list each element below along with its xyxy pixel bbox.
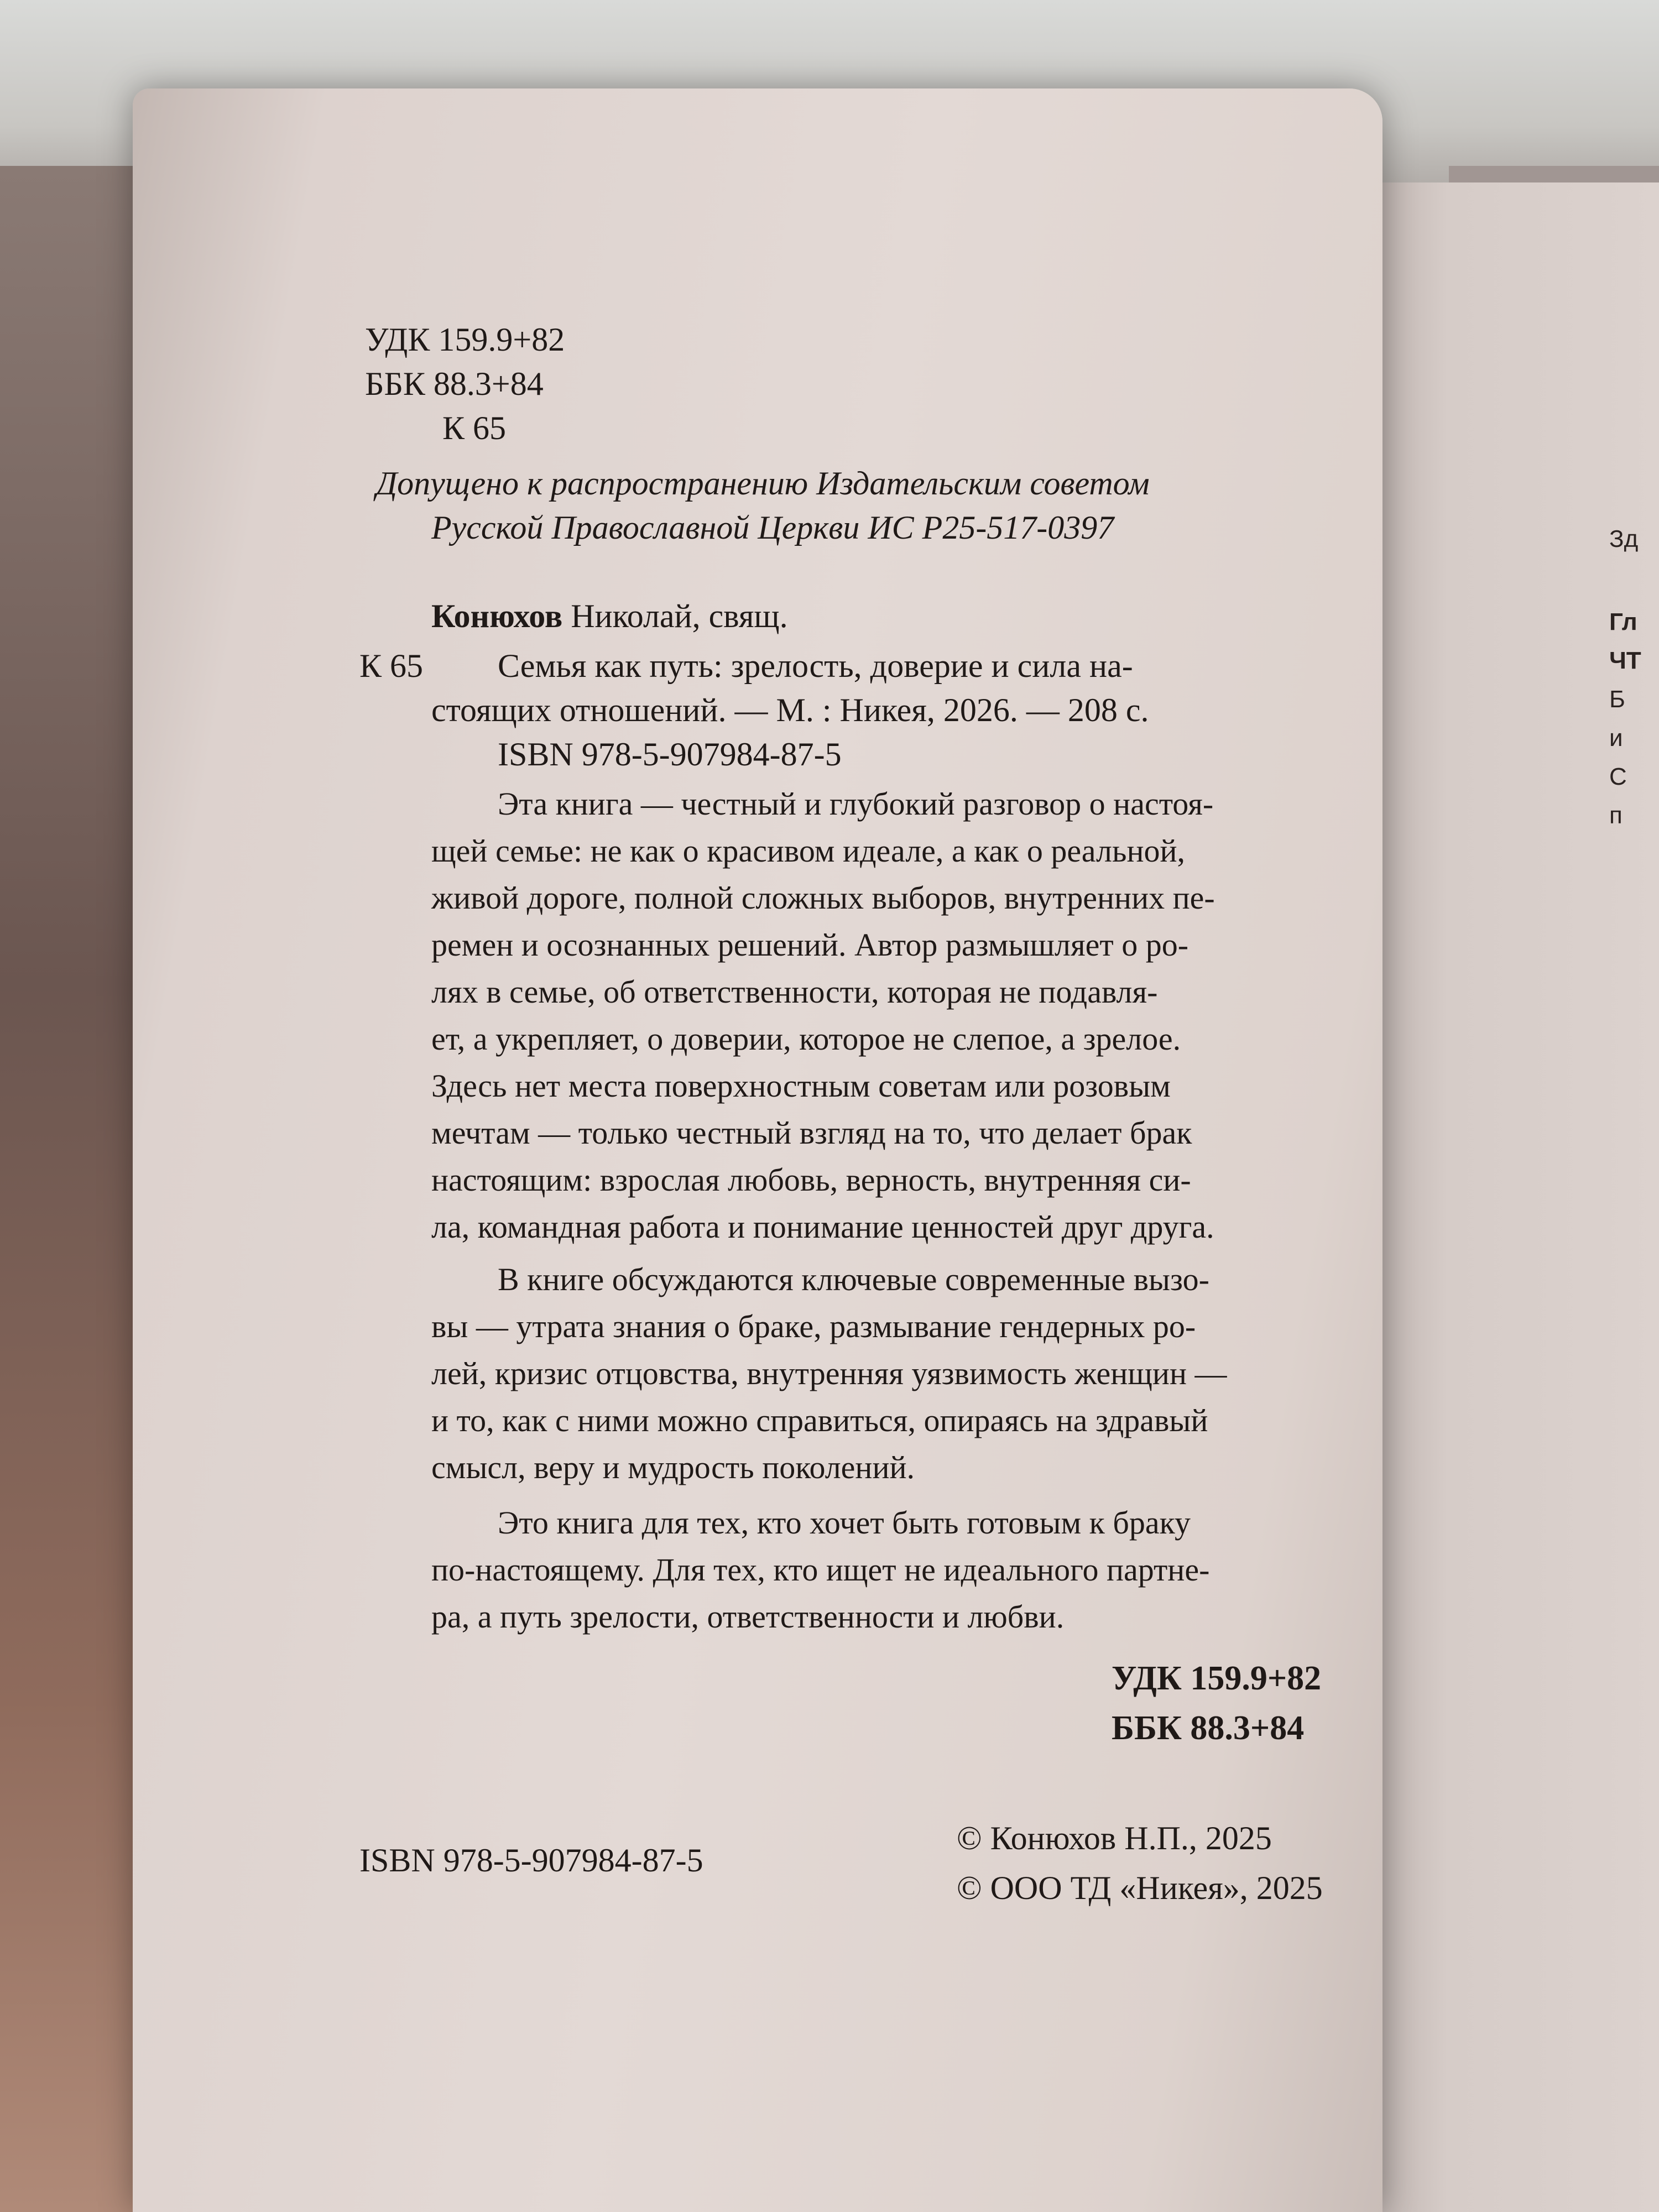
isbn-bottom: ISBN 978-5-907984-87-5	[359, 1842, 703, 1879]
next-page-fragment: Гл	[1609, 608, 1637, 635]
annotation-line: Эта книга — честный и глубокий разговор о настоя-	[498, 786, 1214, 822]
copyright-line: © Конюхов Н.П., 2025	[957, 1820, 1272, 1856]
annotation-line: Это книга для тех, кто хочет быть готовым к браку	[498, 1505, 1191, 1541]
next-page-fragment: п	[1609, 802, 1623, 829]
annotation-line: ремен и осознанных решений. Автор размышляет о ро-	[431, 927, 1189, 963]
approval-line: Допущено к распространению Издательским советом	[376, 465, 1150, 502]
annotation-line: лях в семье, об ответственности, которая не подавля-	[431, 974, 1158, 1010]
bbk-code-top: ББК 88.3+84	[365, 366, 544, 402]
udk-code-top: УДК 159.9+82	[365, 321, 565, 358]
book-page	[133, 88, 1383, 2212]
copyright-line: © ООО ТД «Никея», 2025	[957, 1870, 1323, 1906]
annotation-line: лей, кризис отцовства, внутренняя уязвимость женщин —	[431, 1355, 1227, 1391]
next-page	[1355, 182, 1659, 2212]
isbn-line: ISBN 978-5-907984-87-5	[498, 736, 842, 773]
author-mark-top: К 65	[442, 410, 507, 446]
annotation-line: В книге обсуждаются ключевые современные вызо-	[498, 1261, 1209, 1297]
annotation-line: щей семье: не как о красивом идеале, а как о реальной,	[431, 833, 1186, 869]
annotation-line: Здесь нет места поверхностным советам или розовым	[431, 1068, 1171, 1104]
bbk-code-bottom: ББК 88.3+84	[1112, 1709, 1305, 1747]
approval-line: Русской Православной Церкви ИС Р25-517-0397	[431, 509, 1114, 546]
annotation-line: смысл, веру и мудрость поколений.	[431, 1449, 915, 1485]
title-line: стоящих отношений. — М. : Никея, 2026. — 208 с.	[431, 692, 1149, 728]
author-line	[431, 597, 788, 635]
next-page-fragment: и	[1609, 724, 1623, 752]
next-page-fragment: Зд	[1609, 525, 1639, 552]
annotation-line: настоящим: взрослая любовь, верность, внутренняя си-	[431, 1162, 1191, 1198]
next-page-fragment: Б	[1609, 686, 1625, 713]
udk-code-bottom: УДК 159.9+82	[1112, 1660, 1322, 1697]
annotation-line: мечтам — только честный взгляд на то, что делает брак	[431, 1115, 1192, 1151]
annotation-line: ла, командная работа и понимание ценностей друг друга.	[431, 1209, 1214, 1245]
title-line: Семья как путь: зрелость, доверие и сила на-	[498, 648, 1133, 684]
author-surname: Конюхов	[431, 598, 563, 634]
annotation-line: вы — утрата знания о браке, размывание гендерных ро-	[431, 1308, 1196, 1344]
next-page-fragment: ЧТ	[1609, 647, 1641, 674]
annotation-line: по-настоящему. Для тех, кто ищет не идеального партне-	[431, 1552, 1210, 1588]
annotation-line: ра, а путь зрелости, ответственности и любви.	[431, 1599, 1065, 1635]
author-mark: К 65	[359, 648, 424, 684]
annotation-line: и то, как с ними можно справиться, опираясь на здравый	[431, 1402, 1208, 1438]
annotation-line: ет, а укрепляет, о доверии, которое не слепое, а зрелое.	[431, 1021, 1181, 1057]
author-name-rest: Николай, свящ.	[562, 598, 788, 634]
next-page-fragment: С	[1609, 763, 1627, 790]
annotation-line: живой дороге, полной сложных выборов, внутренних пе-	[431, 880, 1215, 916]
